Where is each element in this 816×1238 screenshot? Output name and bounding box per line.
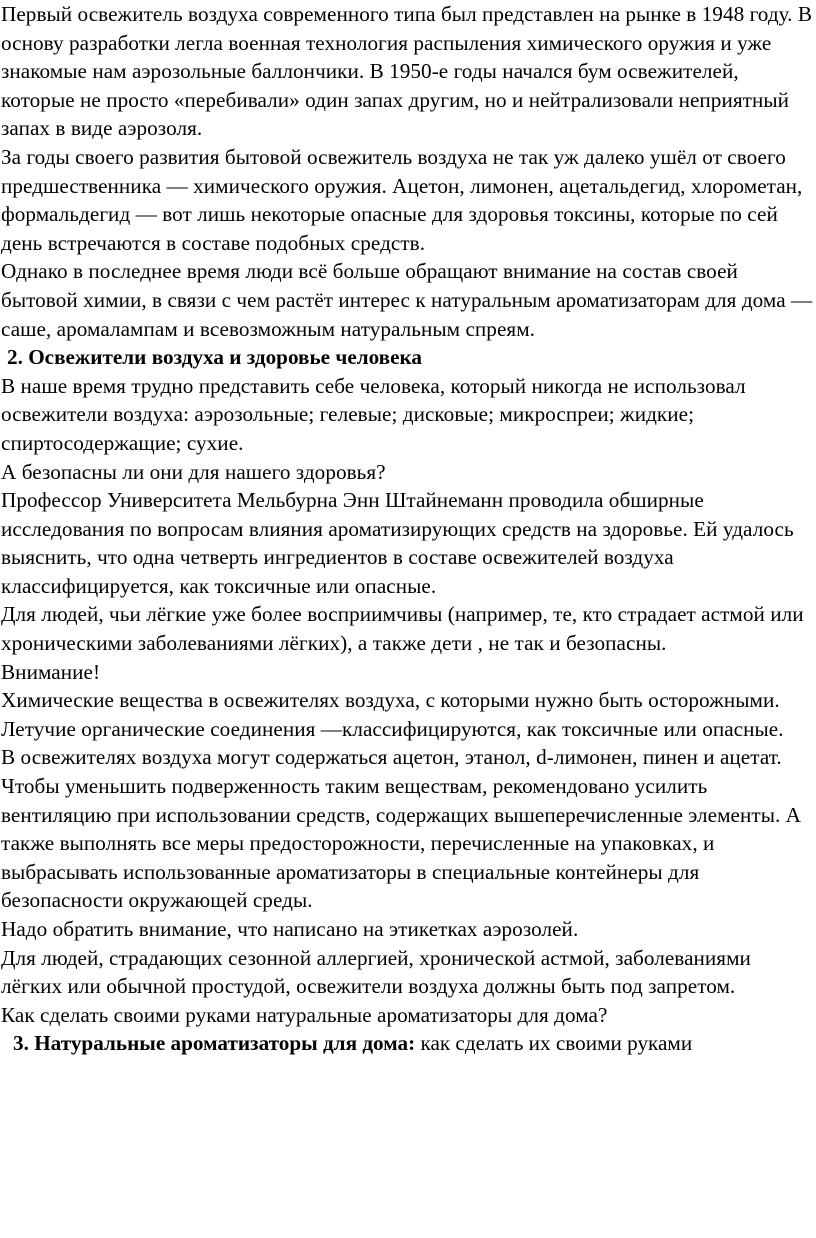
paragraph-how-to: Как сделать своими руками натуральные ароматизаторы для дома?: [1, 1002, 608, 1027]
paragraph-ingredients: В освежителях воздуха могут содержаться ацетон, этанол, d-лимонен, пинен и ацетат.: [1, 745, 782, 770]
paragraph-toxins: За годы своего развития бытовой освежитель воздуха не так уж далеко ушёл от своего предшественника — химического оружия. Ацетон, лимонен, ацетальдегид, хлорометан, формальдегид — вот лишь некоторые опасные для здоровья токсины, которые по сей день встречаются в составе подобных средств.: [1, 144, 803, 255]
paragraph-labels: Надо обратить внимание, что написано на этикетках аэрозолей.: [1, 917, 579, 941]
paragraph-research: Профессор Университета Мельбурна Энн Штайнеманн проводила обширные исследования по вопросам влияния ароматизирующих средств на здоровье. Ей удалось выяснить, что одна четверть ингредиентов в составе освежителей воздуха классифицируется, как токсичные или опасные.: [1, 488, 794, 598]
paragraph-types: В наше время трудно представить себе человека, который никогда не использовал освежители воздуха: аэрозольные; гелевые; дисковые; микроспреи; жидкие; спиртосодержащие; сухие.: [1, 373, 746, 455]
section-heading-2: 2. Освежители воздуха и здоровье человека: [7, 345, 423, 370]
paragraph-allergy: Для людей, страдающих сезонной аллергией, хронической астмой, заболеваниями лёгких или обычной простудой, освежители воздуха должны быть под запретом.: [1, 945, 751, 999]
paragraph-question-safety: А безопасны ли они для нашего здоровья?: [1, 459, 386, 484]
paragraph-history: Первый освежитель воздуха современного типа был представлен на рынке в 1948 году. В основу разработки легла военная технология распыления химического оружия и уже знакомые нам аэрозольные баллончики. В 1950-е годы начался бум освежителей, которые не просто «перебивали» один запах другим, но и нейтрализовали неприятный запах в виде аэрозоля.: [1, 2, 813, 141]
paragraph-voc: Летучие органические соединения —классифицируются, как токсичные или опасные.: [1, 716, 784, 741]
paragraph-attention: Внимание!: [1, 659, 101, 684]
paragraph-recommendations: Чтобы уменьшить подверженность таким веществам, рекомендовано усилить вентиляцию при использовании средств, содержащих вышеперечисленные элементы. А также выполнять все меры предосторожности, перечисленные на упаковках, и выбрасывать использованные ароматизаторы в специальные контейнеры для безопасности окружающей среды.: [1, 774, 802, 913]
paragraph-natural-interest: Однако в последнее время люди всё больше обращают внимание на состав своей бытовой химии, в связи с чем растёт интерес к натуральным ароматизаторам для дома — саше, аромалампам и всевозможным натуральным спреям.: [1, 259, 813, 341]
section-heading-3-rest: как сделать их своими руками: [415, 1031, 693, 1056]
section-heading-3-bold: 3. Натуральные ароматизаторы для дома:: [13, 1031, 416, 1056]
section-heading-3: [1, 1029, 816, 1058]
paragraph-chemicals: Химические вещества в освежителях воздуха, с которыми нужно быть осторожными.: [1, 688, 780, 713]
paragraph-sensitive-people: Для людей, чьи лёгкие уже более восприимчивы (например, те, кто страдает астмой или хроническими заболеваниями лёгких), а также дети , не так и безопасны.: [1, 602, 804, 656]
